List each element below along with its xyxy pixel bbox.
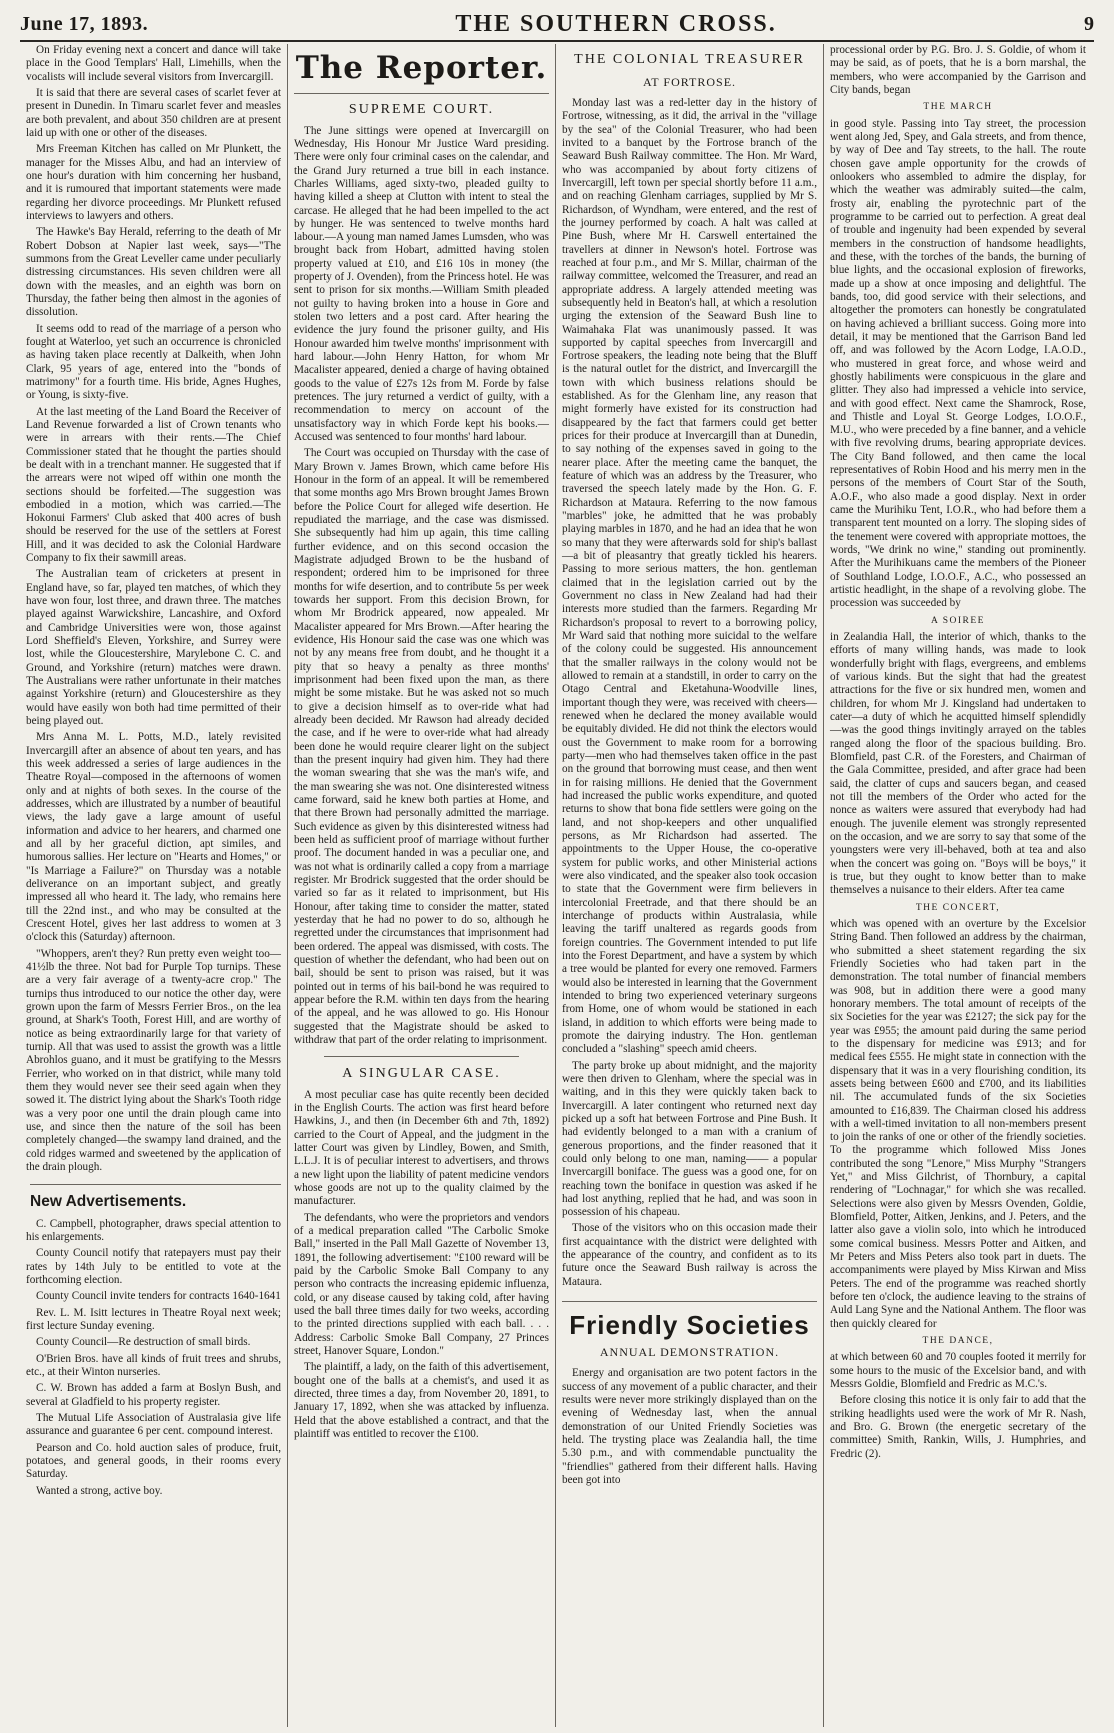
news-paragraph: "Whoppers, aren't they? Run pretty even weight too—41½lb the three. Not bad for Purple Top turnips. These are a very fair average of a twenty-acre crop." The turnips thus introduced to our notice the other day, were grown upon the farm of Messrs Ferrier Bros., on the lea ground, at Shark's Tooth, Forest Hill, and are worthy of notice as being extraordinarily large for that variety of turnip. All that was used to assist the growth was a little Abrohlos guano, and it must be gratifying to the Messrs Ferrier, who worked on in that district, while many told them they would never see their seed again when they sowed it. The district lying about the Shark's Tooth ridge was a very poor one until the drain plough came into use, and since then the nature of the soil has been completely changed—the swampy land drained, and the cold ridges warmed and sweetened by the application of the drain plough. [26,947,281,1173]
news-paragraph: The Court was occupied on Thursday with the case of Mary Brown v. James Brown, which came before His Honour in the form of an appeal. It will be remembered that some months ago Mrs Brown brought James Brown before the Police Court for alleged wife desertion. He repudiated the marriage, and the case was dismissed. She subsequently had him up again, this time calling further evidence, and on this second occasion the Magistrate adjudged Brown to be the husband of respondent; ordered him to be imprisoned for three months for wife desertion, and to contribute 5s per week towards her support. From this decision Brown, for whom Mr Brodrick appeared, now appealed. Mr Macalister appeared for Mrs Brown.—After hearing the evidence, His Honour said the case was one which was not by any means free from doubt, and he thought it a pity that so heavy a penalty as three months' imprisonment had been fixed upon the man, as there might be some mistake. But he was asked not so much to give a decision himself as to over-ride what had already been decided. Mr Rawson had already decided the case, and if he were to over-ride what had already been done he would require clearer light on the subject than the present inquiry had given him. They had there the woman swearing that she was the man's wife, and the man swearing she was not. One disinterested witness came forward, said he knew both parties at Home, and that there Brown had personally admitted the marriage. Such evidence as given by this disinterested witness had been held as sufficient proof of marriage without further proof. The document handed in was a peculiar one, and was not what is ordinarily called a copy from a marriage register. Mr Brodrick suggested that the order should be varied so far as it related to imprisonment, but His Honour, after taking time to consider the matter, stated yesterday that he had no power to do so, although he regretted under the circumstances that imprisonment had been ordered. The appeal was dismissed, with costs. The question of whether the defendant, who had been out on bail, should be sent to prison was raised, but it was pointed out in terms of his bail-bond he was required to appear before the R.M. within ten days from the hearing of the appeal, and he was allowed to go. His Honour suggested that the Magistrate should be asked to withdraw that part of the order relating to imprisonment. [294,447,549,1046]
news-paragraph: at which between 60 and 70 couples footed it merrily for some hours to the music of the Excelsior band, and with Messrs Goldie, Blomfield and Fredric as M.C.'s. [830,1351,1086,1391]
column-1 [20,44,288,1727]
dance-heading: THE DANCE, [922,1336,994,1347]
news-paragraph: in good style. Passing into Tay street, the procession went along Jed, Spey, and Gala streets, and from thence, by way of Dee and Tay streets, to the hall. The route chosen gave ample opportunity for the crowds of onlookers who assembled to admire the display, for which the weather was admirably suited—the calm, frosty air, enabling the pyrotechnic part of the programme to be carried out to perfection. A great deal of trouble and ingenuity had been expended by several members in the construction of handsome headlights, and these, with the torches of the bands, the burning of blue lights, and the occasional explosion of fireworks, made up a show at once imposing and delightful. The bands, too, did good service with their selections, and altogether the promoters can honestly be congratulated on having achieved a brilliant success. Going more into detail, it may be mentioned that the Garrison Band led off, and was followed by the Acorn Lodge, I.A.O.D., who mustered in great force, and whose weird and ghostly habiliments were conspicuous in the glare and glitter. They also had impressed a vehicle into service, and with good effect. Next came the Shamrock, Rose, and Thistle and Loyal St. George Lodges, I.O.O.F., M.U., who were preceded by a fine banner, and a vehicle with five revolving drums, bearing appropriate devices. The City Band followed, and then came the local representatives of Robin Hood and his merry men in the persons of the members of Court Star of the South, A.O.F., who also made a good display. Next in order came the Murihiku Tent, I.O.R., who had before them a transparent tent mounted on a lorry. The sloping sides of the tenement were covered with appropriate mottoes, the words, "We drink no wine," standing out prominently. After the Murihikuans came the members of the Pioneer of Southland Lodge, I.O.O.F., A.C., who possessed an artistic headlight, in the shape of a revolving globe. The procession was succeeded by [830,117,1086,610]
news-paragraph: The Australian team of cricketers at present in England have, so far, played ten matches, of which they have won four, lost three, and drawn three. The matches played against Warwickshire, Lancashire, and Oxford and Cambridge Universities were won, those against Lord Sheffield's Eleven, Yorkshire, and Surrey were lost, while the Gloucestershire, Marylebone C. C. and Ground, and Yorkshire (return) matches were drawn. The Australians were rather unfortunate in their matches against Yorkshire (return) and Gloucestershire as they would have easily won both had time permitted of their being played out. [26,568,281,728]
masthead [20,8,1094,42]
page-number: 9 [1084,12,1094,35]
advertisement: Rev. L. M. Isitt lectures in Theatre Royal next week; first lecture Sunday evening. [26,1306,281,1332]
reporter-heading: The Reporter. [294,50,549,94]
news-paragraph: in Zealandia Hall, the interior of which, thanks to the efforts of many willing hands, was made to look wonderfully bright with flags, evergreens, and emblems of various kinds. But the sight that had the greatest attractions for the five or six hundred men, women and children, for whom Mr J. Kingsland had undertaken to cater—a duty of which he acquitted himself splendidly—was the good things invitingly arrayed on the tables ranged along the floor of the spacious building. Bro. Blomfield, past C.R. of the Foresters, and Chairman of the Gala Committee, presided, and after grace had been said, the clatter of cups and saucers began, and ceased not till the members of the Order who acted for the nonce as waiters were assured that everybody had had enough. The juvenile element was strongly represented on the occasion, and we are sorry to say that some of the youngsters were very ill-behaved, both at tea and also when the concert was going on. "Boys will be boys," it is true, but they ought to know better than to make themselves a nuisance to their elders. After tea came [830,631,1086,897]
fortrose-subheading: AT FORTROSE. [642,74,737,89]
concert-heading: THE CONCERT, [915,902,1001,913]
advertisement: C. W. Brown has added a farm at Boslyn Bush, and several at Gladfield to his property register. [26,1382,281,1408]
news-paragraph: Those of the visitors who on this occasion made their first acquaintance with the district were delighted with the appearance of the country, and confident as to its future once the Seaward Bush railway is across the Mataura. [562,1222,817,1288]
news-paragraph: Mrs Freeman Kitchen has called on Mr Plunkett, the manager for the Misses Albu, and had an interview of one hour's duration with him concerning her husband, and it is rumoured that important statements were made regarding her divorce proceedings. Mr Plunkett refused interviews to lawyers and others. [26,143,281,222]
news-paragraph: Monday last was a red-letter day in the history of Fortrose, witnessing, as it did, the arrival in the "village by the sea" of the Colonial Treasurer, who had been invited to a banquet by the Fortrose branch of the Seaward Bush Railway committee. The Hon. Mr Ward, who was accompanied by about forty citizens of Invercargill, left town per special shortly before 11 a.m., and on reaching Glenham carriages, supplied by Mr S. Richardson, of Wyndham, were entered, and the rest of the journey performed by coach. A halt was called at Pine Bush, where Mr H. Carswell entertained the travellers at dinner in Newson's hotel. Fortrose was reached at four p.m., and Mr S. Millar, chairman of the railway committee, welcomed the Treasurer, and read an appropriate address. A largely attended meeting was subsequently held in Beaton's hall, at which a resolution urging the extension of the Seaward Bush line to Waimahaka Flat was unanimously passed. It was supported by capital speeches from Invercargill and Fortrose speakers, the leading note being that the Bluff is the natural outlet for the district, and Invercargill the town with which business relations should be established. As for the Glenham line, any reason that might formerly have existed for its construction had disappeared by the fact that farmers could get better prices for their produce at Invercargill than at Dunedin, to say nothing of the expenses saved in going to the nearer place. After the meeting came the banquet, the feature of which was an address by the Treasurer, who traversed the speech lately made by the Hon. G. F. Richardson at Mataura. Referring to the now famous "marbles" joke, he admitted that he was probably playing marbles in 1870, and he had an idea that he won so many that they were afterwards sold for ship's ballast—a bit of pleasantry that greatly tickled his hearers. Passing to more serious matters, the hon. gentleman claimed that in the legislation carried out by the Government no class in New Zealand had had their interests more studied than the farmers. Regarding Mr Richardson's proposal to revert to a borrowing policy, Mr Ward said that nothing more suicidal to the welfare of the colony could be suggested. His announcement that the smaller railways in the colony would not be allowed to remain at a standstill, in order to carry on the Otago Central and Eketahuna-Woodville lines, important though they were, was received with cheers—renewed when he declared the money available would be equitably divided. He did not think the electors would oust the Government to make room for a borrowing party—men who had themselves taken office in the past on the ground that borrowing must cease, and then went in for raising millions. He denied that the Government had increased the public works expenditure, and quoted returns to show that bona fide settlers were going on the land, and not shop-keepers and other unqualified persons, as Mr Richardson had asserted. The appointments to the Upper House, the co-operative system for public works, and other Ministerial actions were also vindicated, and the speaker also took occasion to state that the Government were firm believers in intercolonial Freetrade, and that there should be an interchange of products within Australasia, while leaving the tariff unaltered as regards goods from foreign countries. The Government intended to put life into the Forest Department, and have a system by which a tree would be planted for every one removed. Farmers would also be interested in learning that the Government intended to bring two experienced veterinary surgeons from Home, one of whom would be stationed in each island, in addition to which efforts were being made to promote the dairying industry. The Hon. gentleman concluded a "slashing" speech amid cheers. [562,96,817,1056]
march-heading: THE MARCH [923,102,993,113]
advertisement: County Council notify that ratepayers must pay their rates by 14th July to be entitled to vote at the forthcoming election. [26,1247,281,1286]
news-paragraph: At the last meeting of the Land Board the Receiver of Land Revenue forwarded a list of Crown tenants who were in arrears with their rents.—The Chief Commissioner stated that he thought the parties should be dealt with in a trenchant manner. He suggested that if the arrears were not wiped off within one month the sections should be forfeited.—The suggestion was embodied in a motion, which was carried.—The Hokonui Farmers' Club asked that 400 acres of bush should be reserved for the use of the settlers at Forest Hill, and it was decided to ask the Colonial Hardware Company to fix their sawmill areas. [26,405,281,565]
news-paragraph: The defendants, who were the proprietors and vendors of a medical preparation called "The Carbolic Smoke Ball," inserted in the Pall Mall Gazette of November 13, 1891, the following advertisement: "£100 reward will be paid by the Carbolic Smoke Ball Company to any person who contracts the increasing epidemic influenza, cold, or any disease caused by taking cold, after having used the ball three times daily for two weeks, according to the printed directions supplied with each ball. . . . Address: Carbolic Smoke Ball Company, 27 Princes street, Hanover Square, London." [294,1211,549,1358]
soiree-heading: A SOIREE [931,615,985,626]
news-paragraph: which was opened with an overture by the Excelsior String Band. Then followed an address by the chairman, who submitted a sheet statement regarding the six Friendly Societies who had taken part in the demonstration. The total number of financial members was 908, but in addition there were a good many honorary members. The total amount of receipts of the six Societies for the year was £2127; the sick pay for the year was £955; the amount paid during the same period to the dispensary for medicine was £913; and for medical fees £555. He might state in connection with the dispensary that it was in a very flourishing condition, its assets being between £600 and £700, and its liabilities nil. The accumulated funds of the six Societies amounted to £16,839. The Chairman closed his address with a well-timed invitation to all non-members present to join the ranks of one or other of the friendly societies. To the programme which followed Miss Jones contributed the song "Lenore," Miss Murphy "Strangers Yet," and Miss Gilchrist, of Thornbury, a capital rendering of "Lochnagar," for which she was recalled. Selections were also given by Messrs Ovenden, Goldie, Blomfield, Potter, Aitken, Jenkins, and J. Peters, and the latter also gave a violin solo, into which he introduced some comical business. Messrs Potter and Aitken, and Mr Peters and Miss Peters also took part in duets. The accompaniments were played by Miss Kirwan and Miss Peters. The end of the programme was reached shortly before ten o'clock, the audience leaving to the strains of Auld Lang Syne and the National Anthem. The floor was then quickly cleared for [830,917,1086,1330]
news-paragraph: The June sittings were opened at Invercargill on Wednesday, His Honour Mr Justice Ward presiding. There were only four criminal cases on the calendar, and the Grand Jury returned a true bill in each instance. Charles Williams, aged sixty-two, pleaded guilty to having killed a sheep at Clutton with intent to steal the carcase. He alleged that he had been impelled to the act by hunger. He was sentenced to twelve months hard labour.—A young man named James Lumsden, who was brought back from Hobart, admitted having stolen property valued at £10, and £16 10s in money (the property of J. Ovenden), from the Princess hotel. He was sent to prison for six months.—William Smith pleaded not guilty to having broken into a house in Gore and stolen two letters and a post card. After hearing the evidence the jury found the prisoner guilty, and His Honour awarded him twelve months' imprisonment with hard labour.—John Henry Hatton, for whom Mr Macalister appeared, denied a charge of having obtained goods to the value of £27s 12s from M. Forde by false pretences. The jury returned a verdict of guilty, with a recommendation to mercy on account of the unsatisfactory way in which Forde kept his books.—Accused was sentenced to four months' hard labour. [294,124,549,444]
news-paragraph: Before closing this notice it is only fair to add that the striking headlights used were the work of Mr R. Nash, and Bro. G. Brown (the energetic secretary of the committee) Smith, Rankin, Wills, J. Humphries, and Fredric (2). [830,1394,1086,1460]
news-paragraph: Energy and organisation are two potent factors in the success of any movement of a public character, and their results were never more strikingly displayed than on the evening of Wednesday last, when the annual demonstration of our United Friendly Societies was held. The trysting place was Zealandia hall, the time 5.30 p.m., and with commendable punctuality the "friendlies" gathered from their different halls. Having been got into [562,1367,817,1486]
column-2 [288,44,556,1727]
advertisement: Pearson and Co. hold auction sales of produce, fruit, potatoes, and general goods, in their rooms every Saturday. [26,1441,281,1481]
annual-demonstration-heading: ANNUAL DEMONSTRATION. [599,1345,780,1360]
news-paragraph: Mrs Anna M. L. Potts, M.D., lately revisited Invercargill after an absence of about ten years, and has this week addressed a series of large audiences in the Theatre Royal—composed in the afternoons of women only and at nights of both sexes. In the course of the addresses, which are illustrated by a number of beautiful views, the lady gave a large amount of useful information and advice to her hearers, and charmed one and all by her graceful diction, apt similes, and humorous sallies. Her lecture on "Hearts and Homes," or "Is Marriage a Failure?" on Thursday was a notable deliverance on an important subject, and greatly impressed all who heard it. The lady, who remains here till the 22nd inst., and who may be consulted at the Crescent Hotel, gives her last address to women at 3 o'clock this (Saturday) afternoon. [26,731,281,944]
friendly-societies-heading: Friendly Societies [562,1301,817,1341]
news-paragraph: The party broke up about midnight, and the majority were then driven to Glenham, where the special was in waiting, and in this they were quickly taken back to Invercargill. A later contingent who returned next day picked up a soft hat between Fortrose and Pine Bush. It had evidently belonged to a man with a cranium of generous proportions, and the finder reasoned that it could only belong to one man, naming—— a popular Invercargill boniface. The guess was a good one, for on reaching town the boniface in question was asked if he had lost anything, replied that he had, and was soon in possession of his chapeau. [562,1059,817,1219]
section-divider [324,1056,519,1057]
news-paragraph: processional order by P.G. Bro. J. S. Goldie, of whom it may be said, as of poets, that he is a born marshal, the members, who were accompanied by the Garrison and City bands, began [830,44,1086,96]
advertisement: County Council invite tenders for contracts 1640-1641 [36,1290,281,1303]
supreme-court-heading: SUPREME COURT. [348,101,495,117]
news-paragraph: It seems odd to read of the marriage of a person who fought at Waterloo, yet such an occurrence is chronicled as having taken place recently at Dalkeith, when John Clark, 95 years of age, entered into the "bonds of matrimony" for a fourth time. His bride, Agnes Hughes, or Young, is sixty-five. [26,322,281,402]
advertisement: The Mutual Life Association of Australasia give life assurance and guarantee 6 per cent. compound interest. [26,1411,281,1438]
news-paragraph: On Friday evening next a concert and dance will take place in the Good Templars' Hall, Limehills, when the vocalists will include several visitors from Invercargill. [26,44,281,83]
news-paragraph: A most peculiar case has quite recently been decided in the English Courts. The action was first heard before Hawkins, J., and then (in December 6th and 7th, 1892) carried to the Court of Appeal, and the judgment in the latter Court was given by Lindley, Bowen, and Smith, L.L.J. It is of peculiar interest to advertisers, and throws a new light upon the liability of patent medicine vendors whose goods are not up to the quality claimed by the manufacturer. [294,1088,549,1208]
advertisement: C. Campbell, photographer, draws special attention to his enlargements. [26,1217,281,1243]
column-4 [824,44,1092,1727]
news-paragraph: It is said that there are several cases of scarlet fever at present in Dunedin. In Timaru scarlet fever and measles are both prevalent, and about 350 children are at present laid up with one or other of the diseases. [26,86,281,139]
colonial-treasurer-heading: THE COLONIAL TREASURER [574,52,805,67]
columns [20,44,1094,1727]
news-paragraph: The Hawke's Bay Herald, referring to the death of Mr Robert Dobson at Napier last week, says—"The summons from the Great Leveller came under peculiarly distressing circumstances. His seven children were all down with the measles, and an eighth was born on Thursday, the father being then almost in the agonies of dissolution. [26,226,281,319]
issue-date: June 17, 1893. [20,12,149,35]
singular-case-heading: A SINGULAR CASE. [342,1066,501,1082]
newspaper-title: THE SOUTHERN CROSS. [455,10,777,37]
advertisement: County Council—Re destruction of small birds. [36,1336,251,1349]
news-paragraph: The plaintiff, a lady, on the faith of this advertisement, bought one of the balls at a chemist's, and used it as directed, three times a day, from November 20, 1891, to January 17, 1892, when she was attacked by influenza. Held that the above established a contract, and that the plaintiff was entitled to recover the £100. [294,1361,549,1441]
column-3 [556,44,824,1727]
advertisement: O'Brien Bros. have all kinds of fruit trees and shrubs, etc., at their Winton nurseries. [26,1352,281,1378]
advertisement: Wanted a strong, active boy. [36,1484,163,1497]
new-advertisements-heading: New Advertisements. [30,1184,281,1211]
